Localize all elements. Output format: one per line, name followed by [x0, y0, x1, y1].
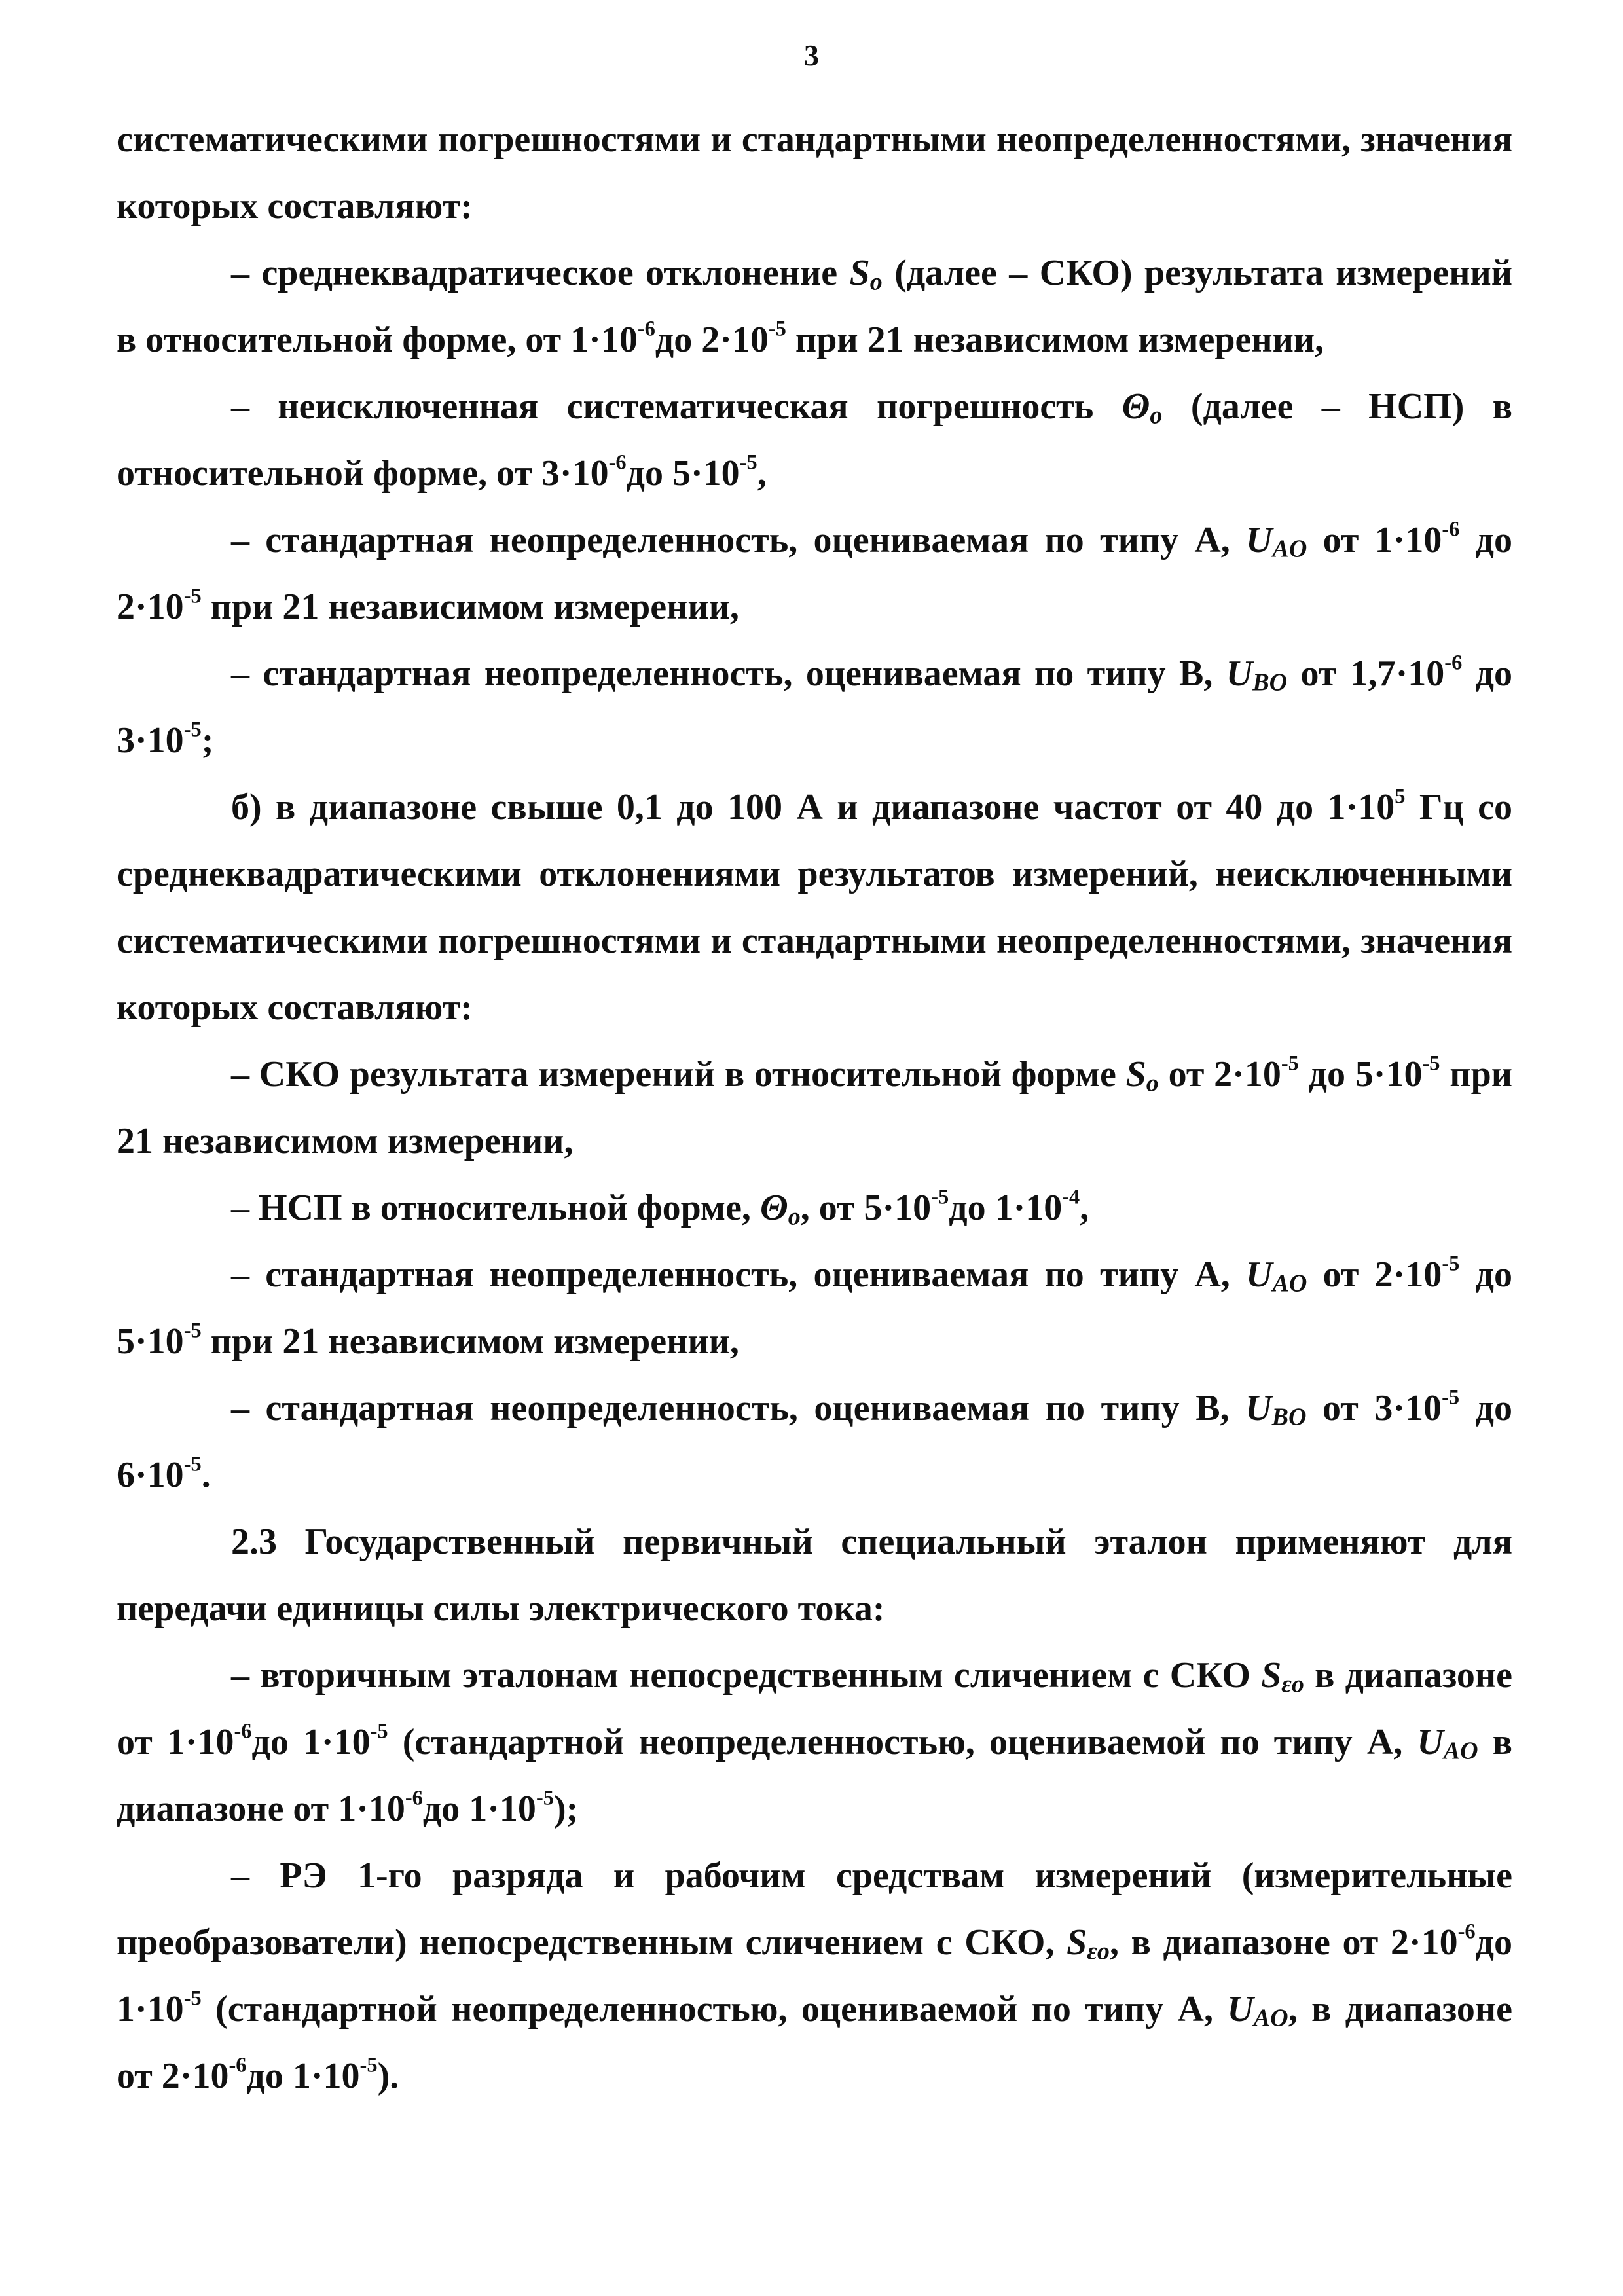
text-run: , в диапазоне от 2·10	[1109, 1922, 1458, 1963]
text-run: до 2·10	[655, 319, 769, 360]
symbol-subscript: o	[788, 1203, 801, 1231]
symbol-subscript: εo	[1281, 1670, 1304, 1698]
exponent: -6	[228, 2053, 247, 2077]
exponent: -6	[608, 450, 627, 475]
symbol-theta	[759, 1188, 801, 1231]
exponent: -5	[183, 1319, 202, 1343]
exponent: -4	[1062, 1185, 1080, 1209]
symbol-theta	[1122, 386, 1163, 427]
symbol-u	[1417, 1722, 1478, 1765]
symbol-letter: U	[1245, 1388, 1272, 1429]
symbol-subscript: AO	[1443, 1737, 1478, 1765]
symbol-u	[1245, 1388, 1306, 1429]
text-run: ,	[757, 453, 767, 494]
text-run: до 1·10	[422, 1789, 536, 1829]
symbol-letter: S	[1125, 1054, 1146, 1095]
symbol-subscript: AO	[1272, 535, 1307, 563]
text-run: от 2·10	[1307, 1254, 1442, 1295]
text-run: при 21 независимом измерении,	[201, 587, 739, 627]
exponent: 5	[1395, 784, 1406, 809]
exponent: -5	[1281, 1051, 1299, 1076]
text-run: .	[201, 1455, 211, 1495]
text-run: );	[553, 1789, 579, 1829]
text-run: , в диапазоне от 2·10	[117, 1989, 1512, 2096]
exponent: -5	[183, 1452, 202, 1476]
paragraph-range-b	[117, 774, 1512, 1041]
text-run: – вторичным эталонам непосредственным сличением с СКО	[231, 1655, 1262, 1696]
exponent: -5	[1442, 1385, 1460, 1410]
exponent: -5	[370, 1719, 388, 1743]
paragraph-secondary-standards	[117, 1642, 1512, 1842]
symbol-subscript: o	[869, 268, 883, 296]
text-run: – РЭ 1-го разряда и рабочим средствам измерений (измерительные преобразователи) непосредственным сличением с СКО,	[117, 1855, 1512, 1963]
symbol-letter: Θ	[1122, 386, 1150, 427]
exponent: -5	[1442, 1252, 1460, 1276]
symbol-subscript: εo	[1087, 1937, 1110, 1965]
paragraph-uncertainty-b	[117, 640, 1512, 774]
symbol-s	[1261, 1655, 1304, 1696]
text-run: – стандартная неопределенность, оцениваемая по типу В,	[231, 1388, 1246, 1429]
symbol-letter: S	[1261, 1655, 1282, 1696]
symbol-subscript: BO	[1252, 668, 1288, 697]
text-run: до 5·10	[626, 453, 740, 494]
symbol-letter: U	[1246, 1254, 1273, 1295]
exponent: -6	[1444, 651, 1463, 675]
text-run: до 1·10	[949, 1188, 1063, 1228]
paragraph-sko	[117, 240, 1512, 373]
text-run: от 1,7·10	[1287, 653, 1445, 694]
symbol-letter: U	[1226, 653, 1253, 694]
text-run: – стандартная неопределенность, оцениваемая по типу В,	[231, 653, 1226, 694]
text-run: ,	[1080, 1188, 1089, 1228]
symbol-letter: Θ	[759, 1188, 788, 1228]
symbol-letter: U	[1417, 1722, 1444, 1762]
text-run: при 21 независимом измерении,	[117, 1054, 1512, 1161]
text-run: в диапазоне от 1·10	[117, 1722, 1512, 1829]
exponent: -5	[359, 2053, 378, 2077]
paragraph-uncertainty-a	[117, 507, 1512, 640]
text-run: – НСП в относительной форме,	[231, 1188, 760, 1228]
paragraph-section-2-3	[117, 1508, 1512, 1642]
text-run: от 2·10	[1158, 1054, 1281, 1095]
paragraph-intro	[117, 106, 1512, 240]
paragraph-uncertainty-a-2	[117, 1241, 1512, 1375]
symbol-letter: U	[1227, 1989, 1254, 2030]
exponent: -5	[1422, 1051, 1440, 1076]
exponent: -5	[183, 718, 202, 742]
page-number: 3	[804, 39, 819, 72]
symbol-letter: U	[1246, 520, 1273, 560]
text-run: при 21 независимом измерении,	[786, 319, 1324, 360]
symbol-subscript: o	[1146, 1069, 1159, 1097]
text-run: от 1·10	[1307, 520, 1442, 560]
exponent: -6	[405, 1786, 423, 1810]
text-run: в диапазоне от 1·10	[117, 1655, 1512, 1762]
symbol-s	[849, 253, 883, 296]
symbol-s	[1126, 1054, 1159, 1095]
paragraph-text: 2.3 Государственный первичный специальный эталон применяют для передачи единицы силы электрического тока:	[117, 1522, 1512, 1629]
document-body	[117, 106, 1512, 2109]
text-run: – неисключенная систематическая погрешность	[231, 386, 1122, 427]
text-run: (стандартной неопределенностью, оцениваемой по типу А,	[388, 1722, 1417, 1762]
paragraph-working-standards	[117, 1842, 1512, 2109]
text-run: до 1·10	[246, 2056, 360, 2096]
symbol-letter: S	[849, 253, 870, 293]
exponent: -5	[739, 450, 757, 475]
text-run: до 3·10	[117, 653, 1513, 761]
text-run: , от 5·10	[800, 1188, 932, 1228]
symbol-subscript: AO	[1253, 2004, 1288, 2032]
text-run: (далее – СКО) результата измерений в относительной форме, от 1·10	[117, 253, 1512, 360]
text-run: б) в диапазоне свыше 0,1 до 100 А и диапазоне частот от 40 до 1·10	[231, 787, 1395, 828]
symbol-subscript: AO	[1272, 1269, 1307, 1298]
exponent: -5	[183, 584, 202, 608]
text-run: ).	[377, 2056, 399, 2096]
text-run: (далее – НСП) в относительной форме, от 3·10	[117, 386, 1512, 494]
text-run: до 5·10	[117, 1254, 1512, 1362]
exponent: -5	[536, 1786, 554, 1810]
exponent: -5	[768, 317, 786, 341]
text-run: до 1·10	[251, 1722, 371, 1762]
text-run: до 1·10	[117, 1922, 1512, 2030]
exponent: -6	[234, 1719, 252, 1743]
text-run: – стандартная неопределенность, оцениваемая по типу А,	[231, 1254, 1247, 1295]
symbol-u	[1246, 520, 1307, 563]
text-run: до 2·10	[117, 520, 1512, 627]
symbol-letter: S	[1067, 1922, 1087, 1963]
text-run: – СКО результата измерений в относительной форме	[231, 1054, 1126, 1095]
exponent: -5	[931, 1185, 949, 1209]
symbol-u	[1227, 1989, 1288, 2030]
text-run: до 6·10	[117, 1388, 1512, 1495]
symbol-subscript: BO	[1271, 1403, 1307, 1431]
symbol-s	[1067, 1922, 1110, 1963]
exponent: -5	[183, 1986, 202, 2011]
paragraph-uncertainty-b-2	[117, 1375, 1512, 1508]
symbol-u	[1226, 653, 1288, 697]
symbol-subscript: o	[1150, 401, 1163, 429]
text-run: (стандартной неопределенностью, оцениваемой по типу А,	[201, 1989, 1228, 2030]
text-run: ;	[201, 720, 214, 761]
text-run: при 21 независимом измерении,	[201, 1321, 739, 1362]
symbol-u	[1246, 1254, 1307, 1298]
paragraph-nsp	[117, 373, 1512, 507]
text-run: от 3·10	[1306, 1388, 1442, 1429]
exponent: -6	[637, 317, 655, 341]
text-run: до 5·10	[1298, 1054, 1423, 1095]
exponent: -6	[1457, 1920, 1476, 1944]
paragraph-nsp-2	[117, 1175, 1512, 1241]
exponent: -6	[1442, 517, 1460, 541]
text-run: – стандартная неопределенность, оцениваемая по типу А,	[231, 520, 1247, 560]
text-run: – среднеквадратическое отклонение	[231, 253, 850, 293]
paragraph-text: систематическими погрешностями и стандартными неопределенностями, значения которых составляют:	[117, 119, 1512, 227]
paragraph-sko-2	[117, 1041, 1512, 1175]
text-run: Гц со среднеквадратическими отклонениями результатов измерений, неисключенными систематическими погрешностями и стандартными неопределенностями, значения которых составляют:	[117, 787, 1513, 1028]
